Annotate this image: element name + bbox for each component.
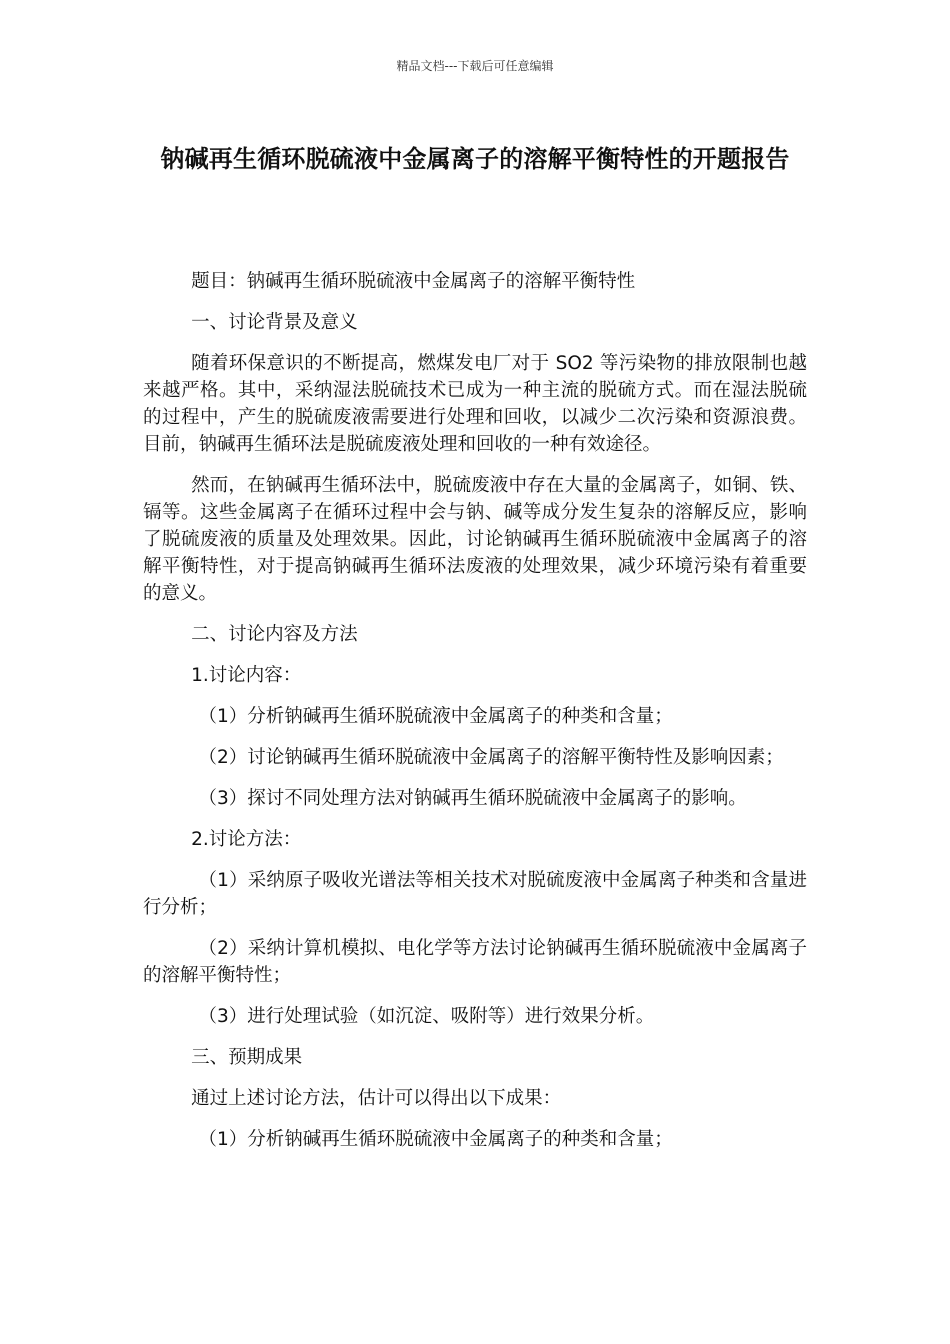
method-item-2: （2）采纳计算机模拟、电化学等方法讨论钠碱再生循环脱硫液中金属离子的溶解平衡特性； <box>143 938 807 986</box>
section-heading-content-methods: 二、讨论内容及方法 <box>191 624 358 645</box>
method-item-3: （3）进行处理试验（如沉淀、吸附等）进行效果分析。 <box>198 1006 655 1027</box>
background-paragraph-1: 随着环保意识的不断提高，燃煤发电厂对于 SO2 等污染物的排放限制也越来越严格。其中，采纳湿法脱硫技术已成为一种主流的脱硫方式。而在湿法脱硫的过程中，产生的脱硫废液需要进行处理和回收，以减少二次污染和资源浪费。目前，钠碱再生循环法是脱硫废液处理和回收的一种有效途径。 <box>143 353 807 455</box>
topic-line: 题目：钠碱再生循环脱硫液中金属离子的溶解平衡特性 <box>191 271 636 292</box>
document-body <box>143 268 807 1167</box>
content-item-3: （3）探讨不同处理方法对钠碱再生循环脱硫液中金属离子的影响。 <box>198 788 747 809</box>
section-heading-background: 一、讨论背景及意义 <box>191 312 358 333</box>
subheading-content: 1.讨论内容： <box>191 665 302 686</box>
expected-results-intro: 通过上述讨论方法，估计可以得出以下成果： <box>191 1088 562 1109</box>
document-title: 钠碱再生循环脱硫液中金属离子的溶解平衡特性的开题报告 <box>160 145 790 173</box>
section-heading-expected-results: 三、预期成果 <box>191 1047 303 1068</box>
subheading-methods: 2.讨论方法： <box>191 829 302 850</box>
content-item-2: （2）讨论钠碱再生循环脱硫液中金属离子的溶解平衡特性及影响因素； <box>198 747 784 768</box>
expected-result-item-1: （1）分析钠碱再生循环脱硫液中金属离子的种类和含量； <box>198 1129 673 1150</box>
content-item-1: （1）分析钠碱再生循环脱硫液中金属离子的种类和含量； <box>198 706 673 727</box>
method-item-1: （1）采纳原子吸收光谱法等相关技术对脱硫废液中金属离子种类和含量进行分析； <box>143 870 807 918</box>
page-header-note: 精品文档---下载后可任意编辑 <box>396 59 554 73</box>
background-paragraph-2: 然而，在钠碱再生循环法中，脱硫废液中存在大量的金属离子，如铜、铁、镉等。这些金属离子在循环过程中会与钠、碱等成分发生复杂的溶解反应，影响了脱硫废液的质量及处理效果。因此，讨论钠碱再生循环脱硫液中金属离子的溶解平衡特性，对于提高钠碱再生循环法废液的处理效果，减少环境污染有着重要的意义。 <box>143 475 807 604</box>
